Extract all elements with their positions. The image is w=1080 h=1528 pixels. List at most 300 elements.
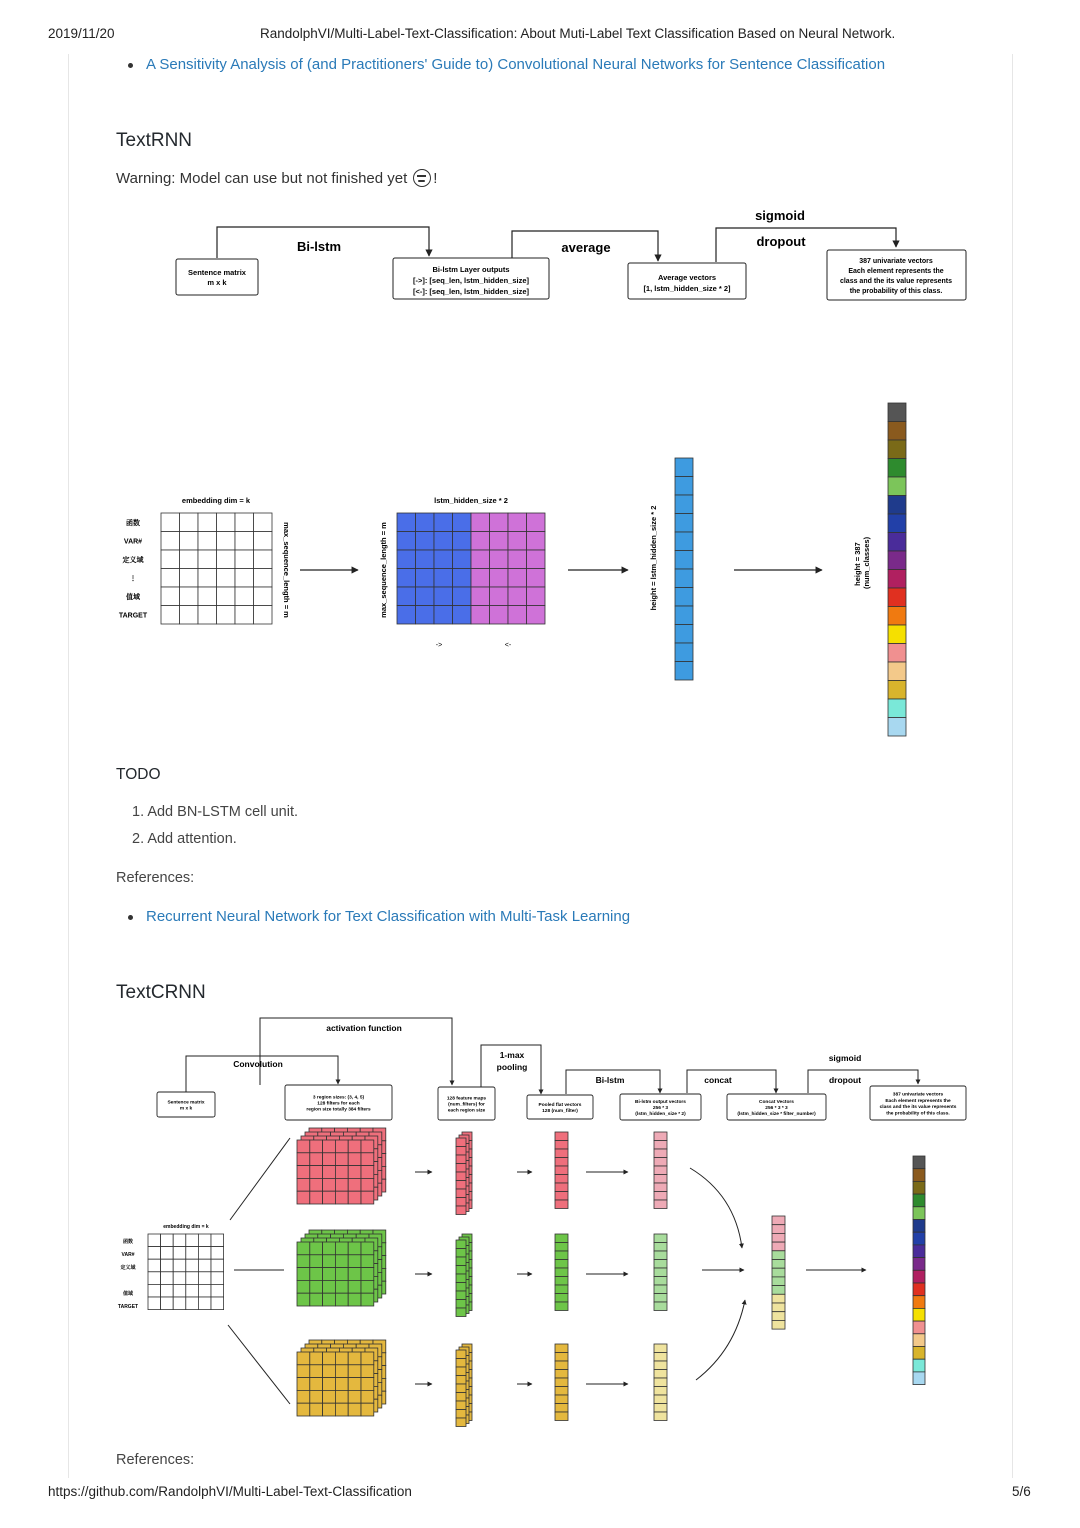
concat-cell: [772, 1277, 785, 1286]
box-line: the probability of this class.: [849, 288, 943, 295]
class-cell: [913, 1334, 925, 1347]
filter-cell: [323, 1153, 336, 1166]
box-line: m x k: [179, 1106, 193, 1112]
filter-cell: [310, 1242, 323, 1255]
filter-cell: [323, 1378, 336, 1391]
grid-cell: [161, 513, 180, 532]
grid-cell: [471, 550, 490, 569]
stage-boxes: [157, 1085, 966, 1120]
filter-cell: [297, 1268, 310, 1281]
grid-cell: [471, 569, 490, 588]
bilstm-cell: [654, 1192, 667, 1201]
height-classes-label: [853, 536, 871, 589]
todo-item: 2. Add attention.: [132, 831, 237, 847]
concat-cell: [772, 1286, 785, 1295]
embedding-dim-label: embedding dim = k: [163, 1224, 209, 1230]
pooled-cell: [555, 1192, 568, 1201]
class-cell: [888, 588, 906, 607]
box-line: 387 univariate vectors: [892, 1092, 944, 1098]
grid-cell: [235, 606, 254, 625]
filter-cell: [361, 1242, 374, 1255]
filter-cell: [297, 1378, 310, 1391]
concat-cell: [772, 1312, 785, 1321]
bilstm-cell: [654, 1158, 667, 1167]
bilstm-cell: [654, 1243, 667, 1252]
box-line: Sentence matrix: [167, 1100, 205, 1106]
box-line: 128 filters for each: [317, 1101, 360, 1107]
pooled-cell: [555, 1234, 568, 1243]
grid-cell: [180, 550, 199, 569]
feature-cell: [456, 1300, 466, 1309]
filter-cell: [310, 1280, 323, 1293]
grid-cell: [148, 1259, 161, 1272]
filter-cell: [361, 1403, 374, 1416]
feature-cell: [456, 1181, 466, 1190]
bilstm-cell: [654, 1183, 667, 1192]
concat-cell: [772, 1260, 785, 1269]
pooled-cell: [555, 1149, 568, 1158]
grid-cell: [173, 1247, 186, 1260]
grid-cell: [235, 532, 254, 551]
grid-cell: [471, 606, 490, 625]
row-word-label: VAR#: [123, 538, 143, 546]
bilstm-cell: [654, 1234, 667, 1243]
pooled-vectors-box: [527, 1095, 593, 1119]
concat-cell: [772, 1225, 785, 1234]
grid-cell: [471, 513, 490, 532]
bilstm-cell: [654, 1251, 667, 1260]
grid-cell: [527, 513, 546, 532]
height-label-line: height = 387: [853, 542, 862, 586]
backward-direction-label: <-: [504, 642, 512, 649]
grid-cell: [397, 569, 416, 588]
pooled-cell: [555, 1395, 568, 1404]
grid-cell: [508, 513, 527, 532]
vector-cell: [675, 495, 693, 514]
grid-cell: [254, 532, 273, 551]
grid-cell: [434, 569, 453, 588]
grid-cell: [161, 550, 180, 569]
filter-cell: [323, 1268, 336, 1281]
grid-cell: [198, 550, 217, 569]
filter-cell: [348, 1153, 361, 1166]
feature-cell: [456, 1266, 466, 1275]
grid-cell: [173, 1272, 186, 1285]
grid-cell: [416, 587, 435, 606]
filter-cell: [297, 1403, 310, 1416]
grid-cell: [217, 550, 236, 569]
filter-cell: [335, 1178, 348, 1191]
grid-cell: [198, 587, 217, 606]
feature-cell: [456, 1249, 466, 1258]
filter-cell: [348, 1378, 361, 1391]
pooled-cell: [555, 1344, 568, 1353]
grid-cell: [453, 587, 472, 606]
filter-cell: [297, 1166, 310, 1179]
filter-cell: [310, 1293, 323, 1306]
box-line: Each element represents the: [885, 1098, 951, 1104]
feature-cell: [456, 1138, 466, 1147]
filter-cell: [323, 1242, 336, 1255]
embedding-dim-label: embedding dim = k: [181, 496, 251, 505]
box-line: 256 * 3: [652, 1106, 669, 1111]
pooled-cell: [555, 1132, 568, 1141]
class-cell: [913, 1194, 925, 1207]
section-heading-textrnn: TextRNN: [116, 130, 193, 151]
grid-cell: [211, 1272, 224, 1285]
grid-cell: [397, 587, 416, 606]
feature-cell: [456, 1189, 466, 1198]
filter-cell: [323, 1293, 336, 1306]
grid-cell: [161, 569, 180, 588]
class-cell: [913, 1359, 925, 1372]
feature-maps-box: [438, 1087, 495, 1120]
vector-cell: [675, 588, 693, 607]
sentence-matrix-box: [157, 1092, 215, 1117]
grid-cell: [198, 532, 217, 551]
pooled-cell: [555, 1353, 568, 1362]
output-vectors-box: [827, 250, 966, 300]
pooled-cell: [555, 1404, 568, 1413]
reference-link-rnn-multitask[interactable]: Recurrent Neural Network for Text Classification with Multi-Task Learning: [146, 908, 631, 925]
grid-cell: [211, 1247, 224, 1260]
grid-cell: [186, 1284, 199, 1297]
grid-cell: [490, 513, 509, 532]
feature-cell: [456, 1164, 466, 1173]
filter-cell: [323, 1255, 336, 1268]
bilstm-output-grid: [397, 513, 545, 624]
concat-cell: [772, 1268, 785, 1277]
filter-cell: [310, 1365, 323, 1378]
bilstm-cell: [654, 1294, 667, 1303]
filter-cell: [348, 1268, 361, 1281]
grid-cell: [453, 569, 472, 588]
filter-cell: [310, 1153, 323, 1166]
box-line: 3 region sizes: (3, 4, 5): [312, 1095, 365, 1101]
feature-cell: [456, 1359, 466, 1368]
box-line: Sentence matrix: [188, 268, 246, 277]
grid-cell: [198, 513, 217, 532]
bilstm-output-box: [620, 1094, 701, 1120]
warning-suffix: !: [433, 170, 438, 187]
row-word-label: TARGET: [117, 1304, 139, 1310]
grid-cell: [508, 550, 527, 569]
grid-cell: [508, 532, 527, 551]
bilstm-cell: [654, 1285, 667, 1294]
feature-cell: [456, 1410, 466, 1419]
filter-cell: [310, 1140, 323, 1153]
dropout-label: dropout: [756, 234, 806, 249]
feature-cell: [456, 1257, 466, 1266]
filter-cell: [348, 1140, 361, 1153]
filter-cell: [323, 1191, 336, 1204]
filter-cell: [348, 1255, 361, 1268]
class-cell: [888, 477, 906, 496]
filter-cell: [335, 1242, 348, 1255]
box-line: (lstm_hidden_size * 2): [635, 1112, 686, 1118]
grid-cell: [148, 1272, 161, 1285]
bilstm-cell: [654, 1200, 667, 1209]
class-cell: [888, 607, 906, 626]
vector-cell: [675, 625, 693, 644]
filter-cell: [348, 1293, 361, 1306]
filter-cell: [310, 1178, 323, 1191]
pooled-cell: [555, 1302, 568, 1311]
filter-cell: [335, 1191, 348, 1204]
sentence-matrix-box: [176, 259, 258, 295]
box-line: m x k: [207, 278, 227, 287]
filter-cell: [310, 1191, 323, 1204]
grid-cell: [527, 569, 546, 588]
concat-cell: [772, 1320, 785, 1329]
filter-cell: [335, 1378, 348, 1391]
pooled-cell: [555, 1243, 568, 1252]
region-sizes-box: [285, 1085, 392, 1120]
textrnn-diagram: [0, 0, 1080, 760]
pooled-cell: [555, 1200, 568, 1209]
pooled-cell: [555, 1251, 568, 1260]
grid-cell: [235, 550, 254, 569]
grid-cell: [211, 1234, 224, 1247]
filter-cell: [310, 1255, 323, 1268]
filter-cell: [335, 1255, 348, 1268]
vector-cell: [675, 662, 693, 681]
filter-cell: [323, 1178, 336, 1191]
feature-cell: [456, 1291, 466, 1300]
row-word-label: VAR#: [121, 1252, 135, 1258]
feature-cell: [456, 1206, 466, 1215]
print-url: https://github.com/RandolphVI/Multi-Label-Text-Classification: [48, 1484, 412, 1499]
vector-cell: [675, 551, 693, 570]
box-line: the probability of this class.: [886, 1111, 950, 1117]
grid-cell: [508, 569, 527, 588]
grid-cell: [235, 569, 254, 588]
filter-cell: [297, 1255, 310, 1268]
grid-cell: [161, 532, 180, 551]
filter-cell: [348, 1178, 361, 1191]
row-word-label: 函数: [122, 1239, 134, 1245]
bilstm-cell: [654, 1370, 667, 1379]
filter-cell: [297, 1365, 310, 1378]
bilstm-cell: [654, 1302, 667, 1311]
pooled-cell: [555, 1277, 568, 1286]
bilstm-cell: [654, 1268, 667, 1277]
filter-cell: [297, 1140, 310, 1153]
filter-cell: [297, 1352, 310, 1365]
max-length-label: max_sequence_length = m: [379, 522, 388, 618]
box-line: 128 (num_filter): [542, 1109, 578, 1115]
bilstm-label: Bi-lstm: [296, 239, 342, 254]
branch-lines: [228, 1138, 290, 1404]
grid-cell: [186, 1297, 199, 1310]
box-line: Pooled flat vectors: [538, 1102, 582, 1108]
convolution-label: Convolution: [233, 1059, 283, 1069]
grid-cell: [416, 532, 435, 551]
pooled-cell: [555, 1260, 568, 1269]
filter-cell: [361, 1280, 374, 1293]
grid-cell: [453, 513, 472, 532]
class-probability-column: [888, 403, 906, 736]
pooled-cell: [555, 1378, 568, 1387]
filter-cell: [335, 1268, 348, 1281]
branch-region-3: [297, 1128, 667, 1215]
filter-cell: [361, 1365, 374, 1378]
filter-cell: [310, 1352, 323, 1365]
row-word-label: 值域: [122, 1291, 134, 1297]
class-cell: [888, 644, 906, 663]
height-label-line: (num_classes): [862, 536, 871, 590]
grid-cell: [434, 532, 453, 551]
row-word-label: 值域: [126, 594, 140, 601]
grid-cell: [453, 550, 472, 569]
class-cell: [913, 1156, 925, 1169]
vector-cell: [675, 569, 693, 588]
filter-cell: [323, 1140, 336, 1153]
grid-cell: [161, 1259, 174, 1272]
concat-cell: [772, 1251, 785, 1260]
todo-heading: TODO: [116, 766, 161, 783]
filter-cell: [323, 1280, 336, 1293]
grid-cell: [148, 1297, 161, 1310]
feature-cell: [456, 1376, 466, 1385]
page-number: 5/6: [1012, 1484, 1031, 1499]
filter-cell: [335, 1365, 348, 1378]
average-label: average: [561, 240, 611, 255]
class-cell: [913, 1220, 925, 1233]
filter-cell: [310, 1268, 323, 1281]
class-cell: [888, 422, 906, 441]
pooled-cell: [555, 1183, 568, 1192]
activation-label: activation function: [326, 1023, 402, 1033]
warning-message: Warning: Model can use but not finished yet: [116, 170, 408, 187]
branch-region-4: [297, 1230, 667, 1317]
class-cell: [888, 662, 906, 681]
filter-cell: [361, 1178, 374, 1191]
pooled-cell: [555, 1141, 568, 1150]
filter-cell: [297, 1191, 310, 1204]
feature-cell: [456, 1147, 466, 1156]
bilstm-cell: [654, 1387, 667, 1396]
class-probability-column: [913, 1156, 925, 1385]
class-cell: [913, 1372, 925, 1385]
grid-cell: [148, 1234, 161, 1247]
bilstm-cell: [654, 1175, 667, 1184]
bilstm-cell: [654, 1149, 667, 1158]
class-cell: [888, 514, 906, 533]
grid-cell: [397, 550, 416, 569]
vector-cell: [675, 514, 693, 533]
class-cell: [913, 1245, 925, 1258]
pooled-cell: [555, 1294, 568, 1303]
row-word-label: 定义域: [122, 557, 144, 564]
grid-cell: [490, 606, 509, 625]
reference-link-sensitivity[interactable]: A Sensitivity Analysis of (and Practitioners' Guide to) Convolutional Neural Networks for Sentence Classification: [146, 56, 886, 73]
grid-cell: [217, 606, 236, 625]
grid-cell: [217, 587, 236, 606]
grid-cell: [254, 587, 273, 606]
concat-cell: [772, 1303, 785, 1312]
grid-cell: [527, 587, 546, 606]
grid-cell: [180, 513, 199, 532]
grid-cell: [161, 1284, 174, 1297]
feature-cell: [456, 1274, 466, 1283]
class-cell: [913, 1232, 925, 1245]
filter-cell: [323, 1403, 336, 1416]
bilstm-cell: [654, 1344, 667, 1353]
grid-cell: [161, 1234, 174, 1247]
class-cell: [913, 1258, 925, 1271]
grid-cell: [198, 606, 217, 625]
box-line: (lstm_hidden_size * filter_number): [737, 1112, 816, 1118]
grid-cell: [198, 1297, 211, 1310]
grid-cell: [173, 1259, 186, 1272]
average-vectors-box: [628, 263, 746, 299]
class-cell: [888, 699, 906, 718]
grid-cell: [161, 1272, 174, 1285]
filter-cell: [348, 1191, 361, 1204]
bilstm-cell: [654, 1361, 667, 1370]
references-heading: References:: [116, 870, 195, 886]
filter-cell: [361, 1153, 374, 1166]
conv-branches: [297, 1128, 667, 1427]
filter-cell: [297, 1293, 310, 1306]
grid-cell: [254, 513, 273, 532]
grid-cell: [180, 587, 199, 606]
grid-cell: [173, 1297, 186, 1310]
filter-cell: [348, 1365, 361, 1378]
filter-cell: [297, 1178, 310, 1191]
concat-cell: [772, 1216, 785, 1225]
textcrnn-diagram: [0, 1000, 1080, 1445]
concat-cell: [772, 1233, 785, 1242]
branch-region-5: [297, 1340, 667, 1427]
feature-cell: [456, 1155, 466, 1164]
feature-cell: [456, 1367, 466, 1376]
grid-cell: [173, 1234, 186, 1247]
class-cell: [888, 533, 906, 552]
row-word-label: 函数: [126, 520, 140, 527]
vector-cell: [675, 458, 693, 477]
filter-cell: [361, 1390, 374, 1403]
box-line: [<-]: [seq_len, lstm_hidden_size]: [412, 287, 530, 296]
filter-cell: [348, 1280, 361, 1293]
filter-cell: [335, 1403, 348, 1416]
grid-cell: [217, 569, 236, 588]
class-cell: [913, 1207, 925, 1220]
class-cell: [888, 551, 906, 570]
concat-label: concat: [704, 1075, 732, 1085]
feature-cell: [456, 1308, 466, 1317]
class-cell: [888, 496, 906, 515]
grid-cell: [434, 587, 453, 606]
lstm-hidden-label: lstm_hidden_size * 2: [434, 496, 508, 505]
filter-cell: [297, 1390, 310, 1403]
pooled-cell: [555, 1175, 568, 1184]
filter-cell: [323, 1390, 336, 1403]
grid-cell: [527, 532, 546, 551]
bilstm-cell: [654, 1132, 667, 1141]
bullet-dot: [128, 915, 133, 920]
filter-cell: [361, 1268, 374, 1281]
grid-cell: [527, 550, 546, 569]
grid-cell: [161, 1297, 174, 1310]
filter-cell: [335, 1280, 348, 1293]
sigmoid-label: sigmoid: [828, 1053, 862, 1063]
class-cell: [888, 681, 906, 700]
pooled-cell: [555, 1158, 568, 1167]
vector-cell: [675, 477, 693, 496]
pooled-cell: [555, 1285, 568, 1294]
